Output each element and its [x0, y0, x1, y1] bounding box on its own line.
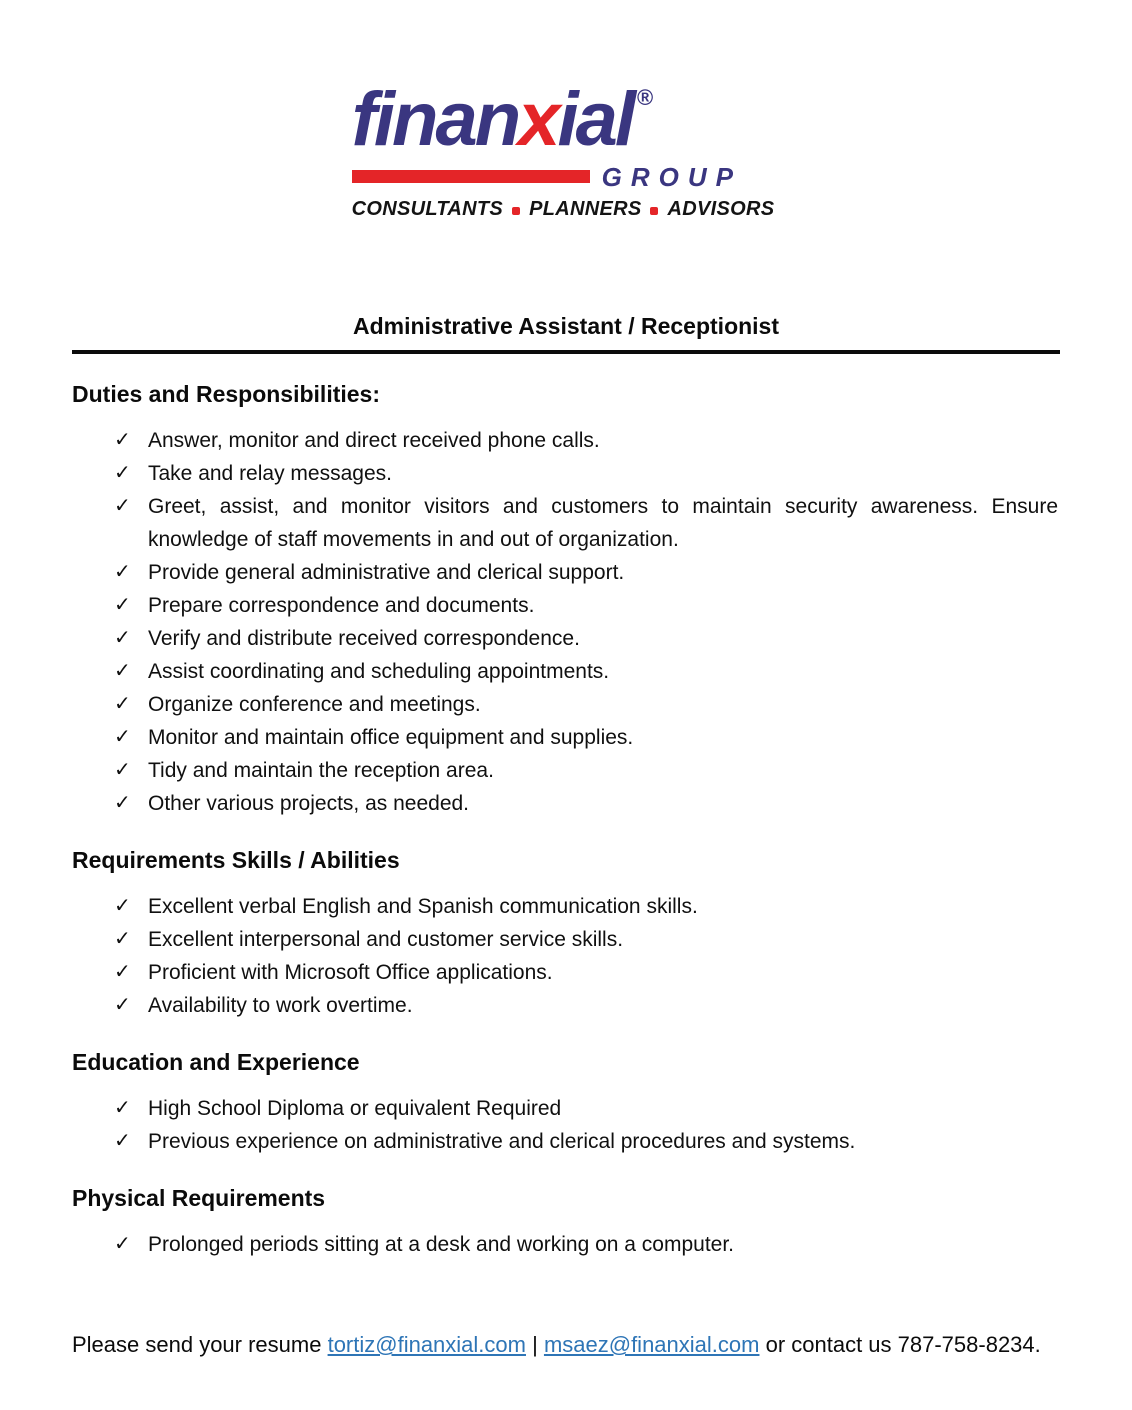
section-heading: Duties and Responsibilities:: [72, 381, 380, 407]
checkmark-icon: ✓: [114, 693, 131, 715]
list-item-text: Previous experience on administrative and clerical procedures and systems.: [148, 1130, 856, 1153]
tagline-bullet-icon: [512, 207, 520, 215]
check-list: [72, 890, 1060, 1022]
logo-red-bar: [352, 170, 590, 183]
list-item: [114, 721, 1060, 754]
list-item-text: Prolonged periods sitting at a desk and working on a computer.: [148, 1233, 735, 1256]
section-heading: Requirements Skills / Abilities: [72, 847, 400, 873]
contact-text-before: Please send your resume: [72, 1332, 328, 1357]
list-item: [114, 754, 1060, 787]
list-item: [114, 556, 1060, 589]
checkmark-icon: ✓: [114, 462, 131, 484]
checkmark-icon: ✓: [114, 961, 131, 983]
list-item: [114, 890, 1060, 923]
list-item: [114, 457, 1060, 490]
title-rule: [72, 350, 1060, 354]
list-item-text: Answer, monitor and direct received phone calls.: [148, 429, 600, 452]
logo-wordmark: [352, 58, 775, 160]
checkmark-icon: ✓: [114, 994, 131, 1016]
list-item-text: Other various projects, as needed.: [148, 792, 470, 815]
checkmark-icon: ✓: [114, 1130, 131, 1152]
checkmark-icon: ✓: [114, 1233, 131, 1255]
list-item: [114, 490, 1060, 556]
tagline-planners: PLANNERS: [529, 198, 642, 220]
job-description-sections: [72, 381, 1060, 1261]
list-item: [114, 589, 1060, 622]
section-heading: Physical Requirements: [72, 1185, 326, 1211]
checkmark-icon: ✓: [114, 792, 131, 814]
list-item-text: Provide general administrative and clerical support.: [148, 561, 625, 584]
check-list: [72, 424, 1060, 820]
checkmark-icon: ✓: [114, 429, 131, 451]
list-item: [114, 622, 1060, 655]
checkmark-icon: ✓: [114, 561, 131, 583]
checkmark-icon: ✓: [114, 759, 131, 781]
check-list: [72, 1092, 1060, 1158]
checkmark-icon: ✓: [114, 928, 131, 950]
list-item: [114, 1125, 1060, 1158]
list-item: [114, 1228, 1060, 1261]
logo-text-ial: ial: [557, 77, 633, 162]
list-item-text: Excellent verbal English and Spanish communication skills.: [148, 895, 698, 918]
logo-text-finan: finan: [351, 77, 519, 162]
list-item: [114, 989, 1060, 1022]
list-item-text: Tidy and maintain the reception area.: [148, 759, 494, 782]
list-item: [114, 688, 1060, 721]
list-item-text: Prepare correspondence and documents.: [148, 594, 535, 617]
list-item-text: Proficient with Microsoft Office applications.: [148, 961, 553, 984]
list-item: [114, 956, 1060, 989]
logo-text-x: x: [518, 77, 558, 162]
finanxial-logo: [352, 58, 781, 221]
checkmark-icon: ✓: [114, 627, 131, 649]
list-item-text: High School Diploma or equivalent Required: [148, 1097, 562, 1120]
checkmark-icon: ✓: [114, 495, 131, 517]
tagline-bullet-icon: [650, 207, 658, 215]
tagline-advisors: ADVISORS: [667, 198, 775, 220]
list-item-text: Availability to work overtime.: [148, 994, 413, 1017]
logo-bar-row: [352, 162, 775, 192]
list-item: [114, 923, 1060, 956]
list-item-text: Greet, assist, and monitor visitors and customers to maintain security awareness. Ensure knowledge of staff movements in and out of organization.: [148, 495, 1058, 551]
check-list: [72, 1228, 1060, 1261]
email-separator: |: [525, 1332, 544, 1357]
registered-trademark-icon: ®: [636, 85, 654, 110]
section-heading: Education and Experience: [72, 1049, 360, 1075]
tagline-consultants: CONSULTANTS: [351, 198, 504, 220]
checkmark-icon: ✓: [114, 594, 131, 616]
email-link-msaez[interactable]: msaez@finanxial.com: [543, 1332, 760, 1357]
list-item-text: Verify and distribute received correspondence.: [148, 627, 580, 650]
list-item-text: Organize conference and meetings.: [148, 693, 481, 716]
list-item-text: Take and relay messages.: [148, 462, 392, 485]
list-item: [114, 787, 1060, 820]
list-item-text: Monitor and maintain office equipment and supplies.: [148, 726, 634, 749]
contact-paragraph: [72, 1325, 1060, 1365]
page-title: Administrative Assistant / Receptionist: [352, 313, 780, 339]
list-item-text: Excellent interpersonal and customer service skills.: [148, 928, 624, 951]
checkmark-icon: ✓: [114, 1097, 131, 1119]
checkmark-icon: ✓: [114, 660, 131, 682]
checkmark-icon: ✓: [114, 895, 131, 917]
list-item: [114, 655, 1060, 688]
logo-group-label: GROUP: [601, 162, 742, 192]
list-item: [114, 1092, 1060, 1125]
logo-tagline: [352, 198, 775, 221]
list-item-text: Assist coordinating and scheduling appointments.: [148, 660, 610, 683]
email-link-tortiz[interactable]: tortiz@finanxial.com: [327, 1332, 526, 1357]
contact-text-after: or contact us 787-758-8234.: [759, 1332, 1041, 1357]
checkmark-icon: ✓: [114, 726, 131, 748]
list-item: [114, 424, 1060, 457]
